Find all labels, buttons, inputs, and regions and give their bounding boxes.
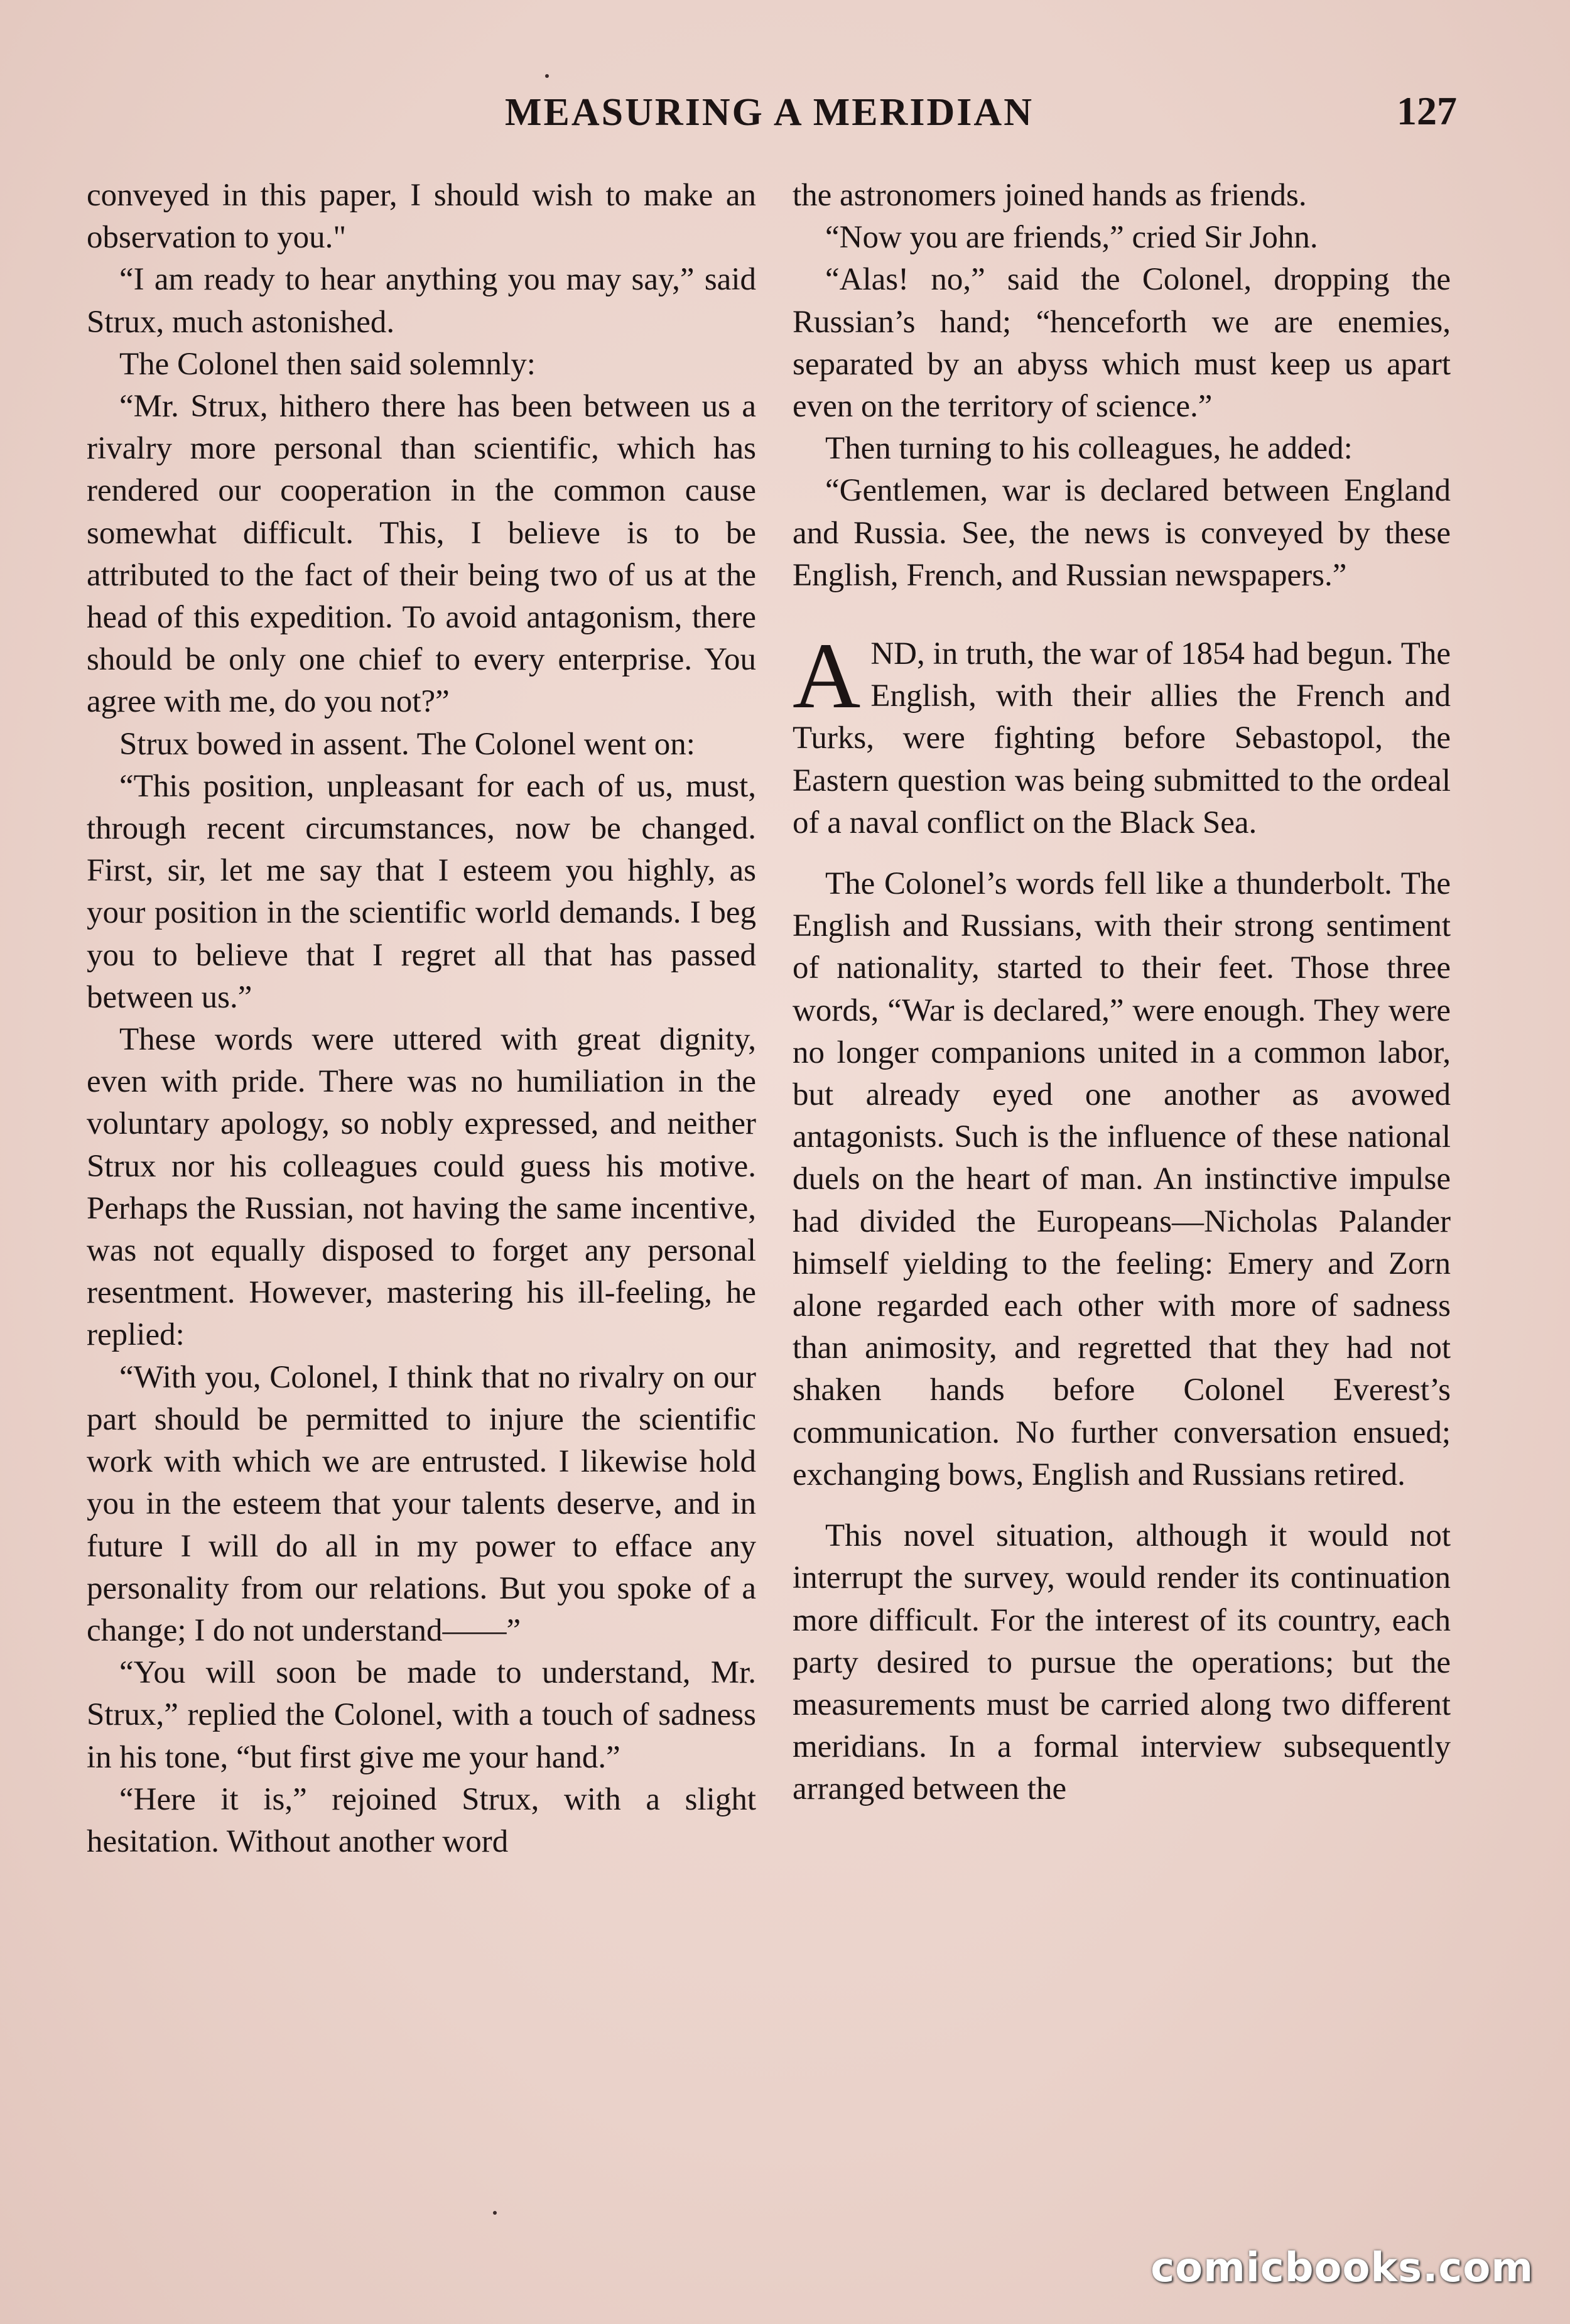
paragraph: The Colonel then said solemnly: [119,346,536,382]
ink-speck [545,74,549,78]
paragraph: These words were uttered with great dignity, even with pride. There was no humiliation in the voluntary apology, so nobly expressed, and neither Strux nor his colleagues could guess his motive. Perhaps the Russian, not having the same incentive, was not equally disposed to forget any personal resentment. However, mastering his ill-feeling, he replied: [87,1022,756,1353]
running-header [82,88,1457,144]
paragraph: “I am ready to hear anything you may say,” said Strux, much astonished. [87,262,756,340]
ink-speck [493,2211,497,2215]
paragraph: “You will soon be made to understand, Mr. Strux,” replied the Colonel, with a touch of sadness in his tone, “but first give me your hand.” [87,1655,756,1775]
paragraph: Then turning to his colleagues, he added: [825,431,1353,467]
paragraph: “Gentlemen, war is declared between England and Russia. See, the news is conveyed by these English, French, and Russian newspapers.” [793,473,1451,593]
paragraph: “Alas! no,” said the Colonel, dropping the Russian’s hand; “henceforth we are enemies, separated by an abyss which must keep us apart even on the territory of science.” [793,262,1451,425]
paragraph: conveyed in this paper, I should wish to make an observation to you." [87,178,756,256]
paragraph: “Now you are friends,” cried Sir John. [825,220,1318,256]
drop-cap: A [793,624,861,729]
paragraph: the astronomers joined hands as friends. [793,178,1307,213]
right-column [793,175,1451,1811]
paragraph: “Here it is,” rejoined Strux, with a slight hesitation. Without another word [87,1781,756,1859]
section-opening-text: ND, in truth, the war of 1854 had begun. The English, with their allies the French and Turks, were fighting before Sebastopol, the Eastern question was being submitted to the ordeal of a naval conflict on the Black Sea. [793,636,1451,840]
paragraph: The Colonel’s words fell like a thunderbolt. The English and Russians, with their strong sentiment of nationality, started to their feet. Those three words, “War is declared,” were enough. They were no longer companions united in a common labor, but already eyed one another as avowed antagonists. Such is the influence of these national duels on the heart of man. An instinctive impulse had divided the Europeans—Nicholas Palander himself yielding to the feeling: Emery and Zorn alone regarded each other with more of sadness than animosity, and regretted that they had not shaken hands before Colonel Everest’s communication. No further conversation ensued; exchanging bows, English and Russians retired. [793,866,1451,1492]
left-column [87,175,756,1863]
paragraph: This novel situation, although it would not interrupt the survey, would render its continuation more difficult. For the interest of its country, each party desired to pursue the operations; but the measurements must be carried along two different meridians. In a formal interview subsequently arranged between the [793,1518,1451,1807]
running-title: MEASURING A MERIDIAN [505,91,1034,134]
paragraph: Strux bowed in assent. The Colonel went on: [119,726,695,762]
page-number: 127 [1397,89,1457,133]
section-opening-paragraph [793,624,1451,844]
paragraph: “Mr. Strux, hithero there has been between us a rivalry more personal than scientific, which has rendered our cooperation in the common cause somewhat difficult. This, I believe is to be attributed to the fact of their being two of us at the head of this expedition. To avoid antagonism, there should be only one chief to every enterprise. You agree with me, do you not?” [87,389,756,720]
watermark: comicbooks.com [1150,2245,1534,2291]
paragraph: “With you, Colonel, I think that no rivalry on our part should be permitted to injure the scientific work with which we are entrusted. I likewise hold you in the esteem that your talents deserve, and in future I will do all in my power to efface any personality from our relations. But you spoke of a change; I do not understand——” [87,1359,756,1648]
paragraph: “This position, unpleasant for each of us, must, through recent circumstances, now be changed. First, sir, let me say that I esteem you highly, as your position in the scientific world demands. I beg you to believe that I regret all that has passed between us.” [87,768,756,1015]
